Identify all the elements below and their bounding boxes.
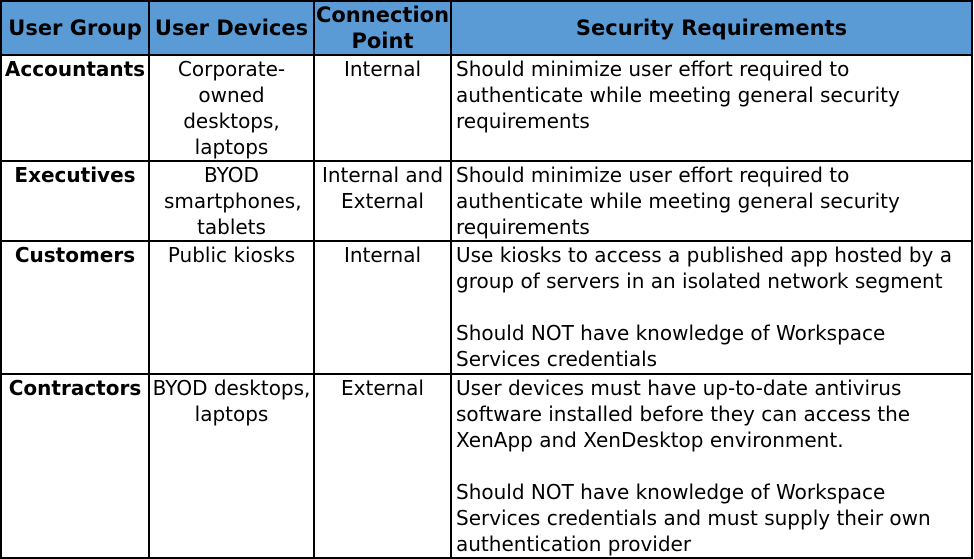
- user-group-cell: Customers: [1, 241, 149, 374]
- table-row: [1, 55, 972, 161]
- table-row: [1, 374, 972, 558]
- user-devices-cell: Public kiosks: [149, 241, 314, 374]
- user-group-cell: Contractors: [1, 374, 149, 558]
- header-user-devices: User Devices: [149, 1, 314, 55]
- security-requirement-text: Should NOT have knowledge of Workspace Services credentials: [456, 321, 886, 371]
- user-group-cell: Executives: [1, 161, 149, 241]
- security-requirements-cell: [451, 374, 972, 558]
- header-security-requirements: Security Requirements: [451, 1, 972, 55]
- user-devices-cell: BYOD smartphones, tablets: [164, 163, 302, 239]
- connection-point-cell: Internal: [314, 55, 451, 161]
- security-requirement-text: Use kiosks to access a published app hosted by a group of servers in an isolated network segment: [456, 243, 952, 293]
- security-requirement-text: Should minimize user effort required to authenticate while meeting general security requirements: [456, 57, 900, 133]
- table-row: [1, 161, 972, 241]
- user-devices-cell: Corporate-owned desktops, laptops: [177, 57, 286, 159]
- security-requirement-text: Should minimize user effort required to authenticate while meeting general security requirements: [456, 163, 900, 239]
- connection-point-cell: External: [314, 374, 451, 558]
- connection-point-cell: Internal: [314, 241, 451, 374]
- security-requirements-cell: [451, 241, 972, 374]
- connection-point-cell: Internal and External: [314, 161, 451, 241]
- user-group-cell: Accountants: [1, 55, 149, 161]
- security-requirements-cell: [451, 55, 972, 161]
- user-devices-cell-wrap: [149, 55, 314, 161]
- security-requirement-text: User devices must have up-to-date antivirus software installed before they can access the XenApp and XenDesktop environment.: [456, 376, 911, 452]
- security-requirement-text: Should NOT have knowledge of Workspace Services credentials and must supply their own authentication provider: [456, 480, 931, 556]
- table-row: [1, 241, 972, 374]
- security-requirements-cell: [451, 161, 972, 241]
- header-row: [1, 1, 972, 55]
- header-connection-point: Connection Point: [315, 3, 450, 53]
- user-devices-cell: BYOD desktops, laptops: [149, 374, 314, 558]
- user-devices-cell-wrap: [149, 161, 314, 241]
- header-user-group: User Group: [1, 1, 149, 55]
